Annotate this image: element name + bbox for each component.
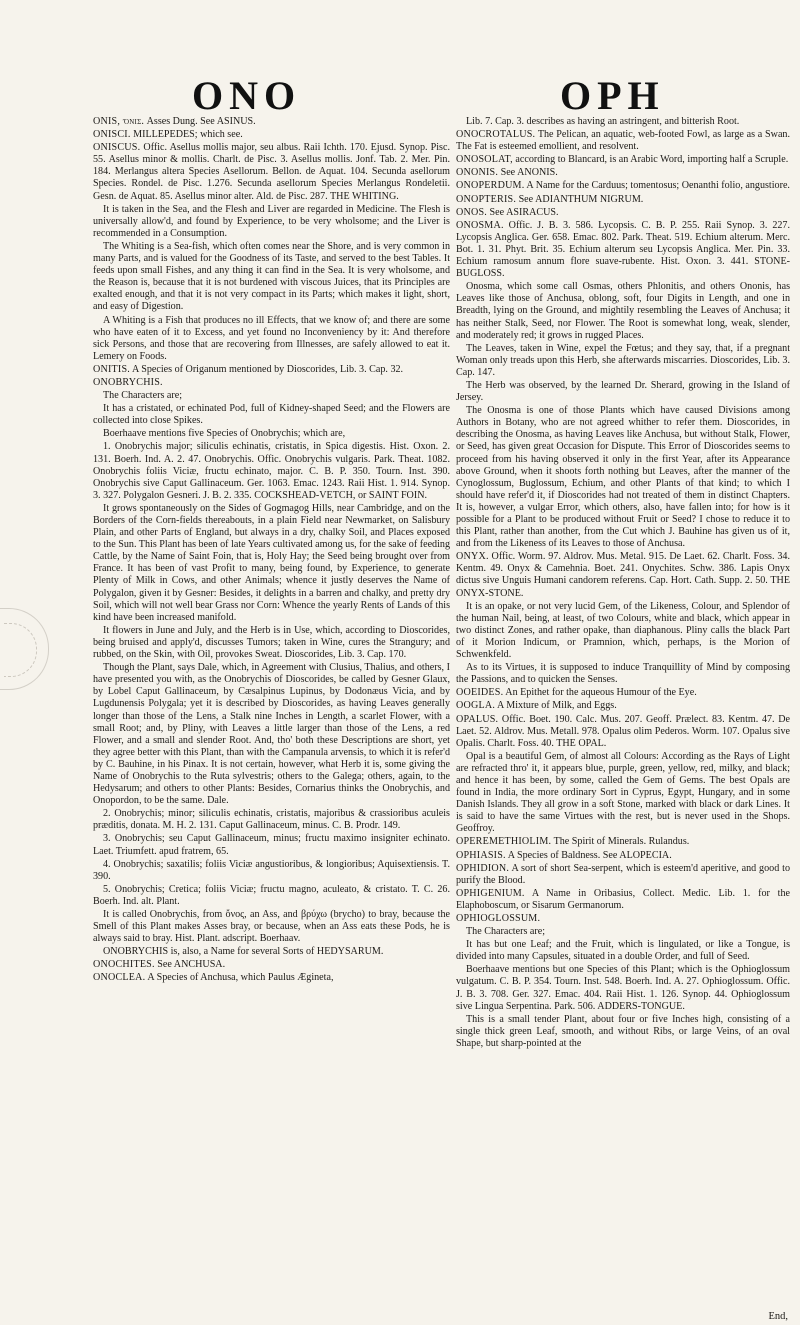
paragraph bbox=[93, 315, 450, 363]
entry-text: Offic. Asellus mollis major, seu albus. Raii Ichth. 170. Ejusd. Synop. Pisc. 55. Asellus minor & mollis. Charlt. de Pisc. 3. Asellus mollis. Jonf. Tab. 2. Mer. Pin. 184. Merlangus altera Species Asellorum. Bellon. de Aquat. 104. Secunda asellorum Species. Rondel. de Pisc. 1.276. Secunda asellorum Species Merlangus Rondeletii. Gesn. de Aquat. 85. Asellus minor alter. Ald. de Pisc. 287. THE WHITING. bbox=[93, 142, 450, 202]
headword: ONONIS. bbox=[456, 167, 499, 179]
entry-text: Offic. Worm. 97. Aldrov. Mus. Metal. 915. De Laet. 62. Charlt. Foss. 34. Kentm. 49. Onyx & Camehnia. Boet. 241. Onychites. Schw. 386. Lapis Onyx dictus sive Unguis Humani candorem referens. Cap. Hort. Cath. Supp. 2. 50. THE ONYX-STONE. bbox=[456, 551, 790, 599]
entry-text: See ANONIS. bbox=[498, 167, 558, 179]
paragraph bbox=[456, 926, 790, 938]
headword: ONOCLEA. bbox=[93, 972, 146, 984]
headword: OPEREMETHIOLIM. bbox=[456, 836, 552, 848]
entry-text: Offic. Boet. 190. Calc. Mus. 207. Geoff. Prælect. 83. Kentm. 47. De Laet. 52. Aldrov. Mus. Metall. 978. Opalus olim Pederos. Worm. 107. Opalus sive Opalis. Charlt. Foss. 40. THE OPAL. bbox=[456, 713, 790, 749]
headword: OPHIOGLOSSUM. bbox=[456, 913, 541, 924]
library-stamp bbox=[0, 608, 49, 690]
headword: OPHIASIS. bbox=[456, 849, 506, 861]
entry-text: See ASIRACUS. bbox=[487, 206, 559, 218]
entry-text: MILLEPEDES; which see. bbox=[130, 129, 243, 141]
paragraph bbox=[93, 241, 450, 314]
entry-text: The Spirit of Minerals. Rulandus. bbox=[551, 836, 690, 848]
catchword: End, bbox=[768, 1311, 788, 1322]
entry-text: Asses Dung. See ASINUS. bbox=[144, 116, 256, 127]
entry-text: An Epithet for the aqueous Humour of the Eye. bbox=[503, 687, 697, 699]
entry-text: See ADIANTHUM NIGRUM. bbox=[516, 193, 644, 205]
paragraph bbox=[456, 939, 790, 963]
running-head-left: ONO bbox=[192, 73, 302, 118]
text-column-right bbox=[456, 116, 790, 1051]
paragraph bbox=[456, 888, 790, 912]
headword: ONOPERDUM. bbox=[456, 180, 525, 192]
entry-text: The Whiting is a Sea-fish, which often comes near the Shore, and is very common in many Parts, and is valued for the Goodness of its Taste, and served to the best Tables. It feeds upon small Fishes, and any thing it can find in the Sea. It is very wholsome, and the Reason is, because that it is not burdened with viscous Juices, that its Principles are exalted enough, and that it is not very compact in its Parts; which makes it light, short, and easy of Digestion. bbox=[93, 240, 450, 313]
paragraph bbox=[93, 859, 450, 883]
entry-text: Onosma, which some call Osmas, others Phlonitis, and others Ononis, has Leaves like those of Anchusa, oblong, soft, four Digits in Length, and one in Breadth, lying on the Ground, and mightily resembling the Leaves of Anchusa; it has neither Stalk, Seed, nor Flower. The Root is somewhat long, weak, slender, and moderately red; it grows in rugged Places. bbox=[456, 281, 790, 341]
entry-text: A Species of Origanum mentioned by Dioscorides, Lib. 3. Cap. 32. bbox=[130, 363, 404, 375]
paragraph bbox=[93, 959, 450, 971]
paragraph bbox=[93, 972, 450, 984]
entry-text: It is taken in the Sea, and the Flesh and Liver are regarded in Medicine. The Flesh is universally allow'd, and found by Experience, to be very wholsome; and the Liver is recommended in a Consumption. bbox=[93, 203, 450, 239]
paragraph bbox=[456, 129, 790, 153]
running-head-right: OPH bbox=[560, 73, 665, 118]
headword: ONOPTERIS. bbox=[456, 193, 517, 205]
paragraph bbox=[456, 714, 790, 750]
paragraph bbox=[456, 1014, 790, 1050]
entry-text: A Mixture of Milk, and Eggs. bbox=[495, 700, 617, 712]
paragraph bbox=[93, 946, 450, 958]
entry-text: It has but one Leaf; and the Fruit, which is lingulated, or like a Tongue, is divided into many Capsules, situated in a double Order, and full of Seed. bbox=[456, 939, 790, 963]
entry-text: ONOBRYCHIS is, also, a Name for several Sorts of HEDYSARUM. bbox=[103, 946, 384, 958]
entry-text: A Whiting is a Fish that produces no ill Effects, that we know of; and there are some who have eaten of it to Excess, and yet found no Inconveniency by it: And therefore sick Persons, and those that are recovering from Illnesses, are safely allowed to eat it. Lemery on Foods. bbox=[93, 314, 450, 362]
entry-text: A Species of Anchusa, which Paulus Ægineta, bbox=[145, 972, 334, 984]
entry-text: The Onosma is one of those Plants which have caused Divisions among Authors in Botany, who are not agreed whither to refer them. Dioscorides, in describing the Onosma, as having Leaves like Anchusa, but without Stalk, Flower, or Seed, has given great Occasion for Dispute. This Error of Dioscorides seems to proceed from his having observed it only in the first Year, after its Appearance above Ground, when it shoots forth nothing but Leaves, after the manner of the Cynoglossum, Buglossum, Echium, and other Plants of that kind; to which I should have refer'd it, if Dioscorides had not treated of them in distinct Chapters. It is, however, a vulgar Error, which others, also, have fallen into; for how is it possible for a Plant to be produced without Fruit or Seed? I chose to reduce it to this Plant, rather than another, from the Cut which J. Bauhine has given us of it, and from the Likeness of its Leaves to those of Anchusa. bbox=[456, 405, 790, 550]
paragraph bbox=[456, 850, 790, 862]
paragraph bbox=[93, 441, 450, 501]
paragraph bbox=[456, 180, 790, 192]
paragraph bbox=[93, 129, 450, 141]
entry-text: according to Blancard, is an Arabic Word, importing half a Scruple. bbox=[512, 154, 789, 166]
headword: OOEIDES. bbox=[456, 687, 504, 699]
text-column-left bbox=[93, 116, 450, 986]
headword: ONISCI. bbox=[93, 129, 131, 141]
headword: ONYX. bbox=[456, 551, 489, 563]
paragraph bbox=[456, 662, 790, 686]
paragraph bbox=[456, 964, 790, 1012]
paragraph bbox=[456, 863, 790, 887]
paragraph bbox=[456, 116, 790, 128]
entry-text: It has a cristated, or echinated Pod, full of Kidney-shaped Seed; and the Flowers are collected into close Spikes. bbox=[93, 403, 450, 427]
paragraph bbox=[93, 377, 450, 389]
entry-text: 4. Onobrychis; saxatilis; foliis Viciæ angustioribus, & longioribus; Aquisextiensis. T. 390. bbox=[93, 858, 450, 882]
entry-text: It flowers in June and July, and the Herb is in Use, which, according to Dioscorides, being bruised and apply'd, discusses Tumors; taken in Wine, cures the Strangury; and rubbed, on the Skin, with Oil, provokes Sweat. Dioscorides, Lib. 3. Cap. 170. bbox=[93, 624, 450, 661]
paragraph bbox=[93, 390, 450, 402]
paragraph bbox=[93, 884, 450, 908]
paragraph bbox=[456, 913, 790, 925]
paragraph bbox=[93, 662, 450, 807]
entry-text: 3. Onobrychis; seu Caput Gallinaceum, minus; fructu maximo insigniter echinato. Laet. Triumfett. apud fratrem, 65. bbox=[93, 833, 450, 857]
entry-text: A Name in Oribasius, Collect. Medic. Lib. 1. for the Elaphoboscum, or Sisarum Germanorum. bbox=[456, 887, 790, 911]
paragraph bbox=[93, 428, 450, 440]
entry-text: As to its Virtues, it is supposed to induce Tranquillity of Mind by composing the Passions, and to quicken the Senses. bbox=[456, 662, 790, 686]
paragraph bbox=[456, 836, 790, 848]
paragraph bbox=[456, 551, 790, 599]
headword: OOGLA. bbox=[456, 700, 496, 712]
headword: ONOSOLAT, bbox=[456, 154, 513, 166]
entry-text: It is called Onobrychis, from ὄνος, an Ass, and βρύχω (brycho) to bray, because the Smell of this Plant makes Asses bray, or because, when an Ass eats these Pods, he is always said to bray. Hist. Plant. adscript. Boerhaav. bbox=[93, 909, 450, 945]
paragraph bbox=[456, 281, 790, 341]
entry-text: The Pelican, an aquatic, web-footed Fowl, as large as a Swan. The Fat is esteemed emollient, and resolvent. bbox=[456, 129, 790, 153]
headword: OPHIGENIUM. bbox=[456, 887, 525, 899]
headword: ONITIS. bbox=[93, 363, 131, 375]
paragraph bbox=[93, 403, 450, 427]
entry-text: A sort of short Sea-serpent, which is esteem'd aperitive, and good to purify the Blood. bbox=[456, 862, 790, 886]
paragraph bbox=[456, 601, 790, 661]
headword: ONOCROTALUS. bbox=[456, 129, 536, 141]
paragraph bbox=[93, 364, 450, 376]
entry-text: 5. Onobrychis; Cretica; foliis Viciæ; fructu magno, aculeato, & cristato. T. C. 26. Boerh. Ind. alt. Plant. bbox=[93, 883, 450, 907]
entry-text: It is an opake, or not very lucid Gem, of the Likeness, Colour, and Splendor of the human Nail, being, at least, of two Colours, white and black, which appear in two distinct Zones, and rather opake, than diaphanous. Pliny calls the black Part of it Morion Indicum, or Pramnion, which, perhaps, is the Morion of Schwenkfeld. bbox=[456, 600, 790, 661]
entry-text: A Name for the Carduus; tomentosus; Oenanthi folio, angustiore. bbox=[524, 180, 790, 192]
paragraph bbox=[456, 700, 790, 712]
headword: ONOSMA. bbox=[456, 219, 504, 231]
paragraph bbox=[456, 220, 790, 280]
entry-text: A Species of Baldness. See ALOPECIA. bbox=[505, 849, 672, 861]
entry-text: This is a small tender Plant, about four or five Inches high, consisting of a single thick green Leaf, smooth, and without Ribs, or large Veins, of an oval Shape, but sharp-pointed at the bbox=[456, 1013, 790, 1049]
headword: ONOCHITES. bbox=[93, 959, 155, 971]
entry-text: Though the Plant, says Dale, which, in Agreement with Clusius, Thalius, and others, I have presented you with, as the Onobrychis of Dioscorides, be called by Gesner Glaux, by Lobel Caput Gallinaceum, by Cæsalpinus Lupinus, by Dodonæus Vicia, and by Lugdunensis Polygala; yet it is described by Dioscorides, as having Leaves generally longer than those of the Lens, a Stalk nine Inches in Length, a scarlet Flower, with a small Root; and, by Pliny, with Leaves a little larger than those of the Lens, a red Flower, and a small and slender Root. And, tho' both these Descriptions are short, yet they agree better with this Plant, than with the Campanula arvensis, to which it is refer'd by C. Bauhine, in his Pinax. It is not certain, however, what Herb it is, some giving the Name of Onobrychis to the Ruta sylvestris; others to the Galega; others, again, to the Hedysarum; and others to other Plants: Besides, Cornarius thinks the Onobrychis, and Onopordon, to be the same. Dale. bbox=[93, 662, 450, 807]
headword: ONISCUS. bbox=[93, 142, 141, 154]
headword: OPHIDION. bbox=[456, 862, 510, 874]
entry-text: Lib. 7. Cap. 3. describes as having an astringent, and bitterish Root. bbox=[466, 116, 740, 127]
paragraph bbox=[456, 343, 790, 379]
headword: ONIS, ὄνις. bbox=[93, 116, 145, 127]
entry-text: The Characters are; bbox=[466, 926, 546, 938]
paragraph bbox=[456, 751, 790, 836]
entry-text: The Characters are; bbox=[103, 390, 183, 402]
paragraph bbox=[93, 503, 450, 624]
paragraph bbox=[456, 380, 790, 404]
entry-text: The Herb was observed, by the learned Dr. Sherard, growing in the Island of Jersey. bbox=[456, 379, 790, 404]
headword: OPALUS. bbox=[456, 713, 499, 725]
paragraph bbox=[93, 142, 450, 202]
paragraph bbox=[456, 687, 790, 699]
entry-text: Boerhaave mentions five Species of Onobrychis; which are, bbox=[103, 428, 346, 440]
paragraph bbox=[456, 167, 790, 179]
paragraph bbox=[456, 207, 790, 219]
paragraph bbox=[456, 194, 790, 206]
paragraph bbox=[93, 808, 450, 832]
entry-text: The Leaves, taken in Wine, expel the Fœtus; and they say, that, if a pregnant Woman only treads upon this Herb, she afterwards miscarries. Dioscorides, Lib. 3. Cap. 147. bbox=[456, 342, 790, 378]
paragraph bbox=[456, 405, 790, 550]
entry-text: Boerhaave mentions but one Species of this Plant; which is the Ophioglossum vulgatum. C. B. P. 354. Tourn. Inst. 548. Boerh. Ind. A. 27. Ophioglossum. Offic. J. B. 3. 708. Ger. 327. Emac. 404. Raii Hist. 1. 126. Synop. 44. Ophioglossum sive Lingua Serpentina. Park. 506. ADDERS-TONGUE. bbox=[456, 964, 790, 1012]
entry-text: Opal is a beautiful Gem, of almost all Colours: According as the Rays of Light are refracted thro' it, it appears blue, purple, green, yellow, red, milky, and black; and hence it has been, by some, called the Gem of Gems. The best Opals are found in India, the more ordinary Sort in Cyprus, Egypt, Hungary, and in some Danish Islands. They all grow in a soft Stone, marked with black or dark Lines. It is said to have the same Virtues with the rest, but is never used in the Shops. Geoffroy. bbox=[456, 750, 790, 835]
paragraph bbox=[456, 154, 790, 166]
entry-text: 1. Onobrychis major; siliculis echinatis, cristatis, in Spica digestis. Hist. Oxon. 2. 131. Boerh. Ind. A. 2. 47. Onobrychis. Offic. Onobrychis vulgaris. Park. Theat. 1082. Onobrychis foliis Viciæ, fructu echinato, major. C. B. P. 350. Tourn. Inst. 390. Onobrychis sive Caput Gallinaceum. Ger. 1063. Emac. 1243. Raii Hist. 1. 914. Synop. 3. 327. Polygalon Gesneri. J. B. 2. 335. COCKSHEAD-VETCH, or SAINT FOIN. bbox=[93, 441, 450, 501]
paragraph bbox=[93, 909, 450, 945]
entry-text: 2. Onobrychis; minor; siliculis echinatis, cristatis, majoribus & crassioribus aculeis præditis, donata. M. H. 2. 131. Caput Gallinaceum, minus. C. B. Prodr. 149. bbox=[93, 808, 450, 832]
paragraph bbox=[93, 625, 450, 661]
entry-text: See ANCHUSA. bbox=[154, 959, 226, 971]
entry-text: Offic. J. B. 3. 586. Lycopsis. C. B. P. 255. Raii Synop. 3. 227. Lycopsis Anglica. Ger. 658. Emac. 802. Park. Theat. 519. Echium alterum. Merc. Bot. 1. 31. Phyt. Brit. 35. Echium alterum seu Lycopsis Anglica. Mer. Pin. 33. Echium ramosum annum flore suave-rubente. Hist. Oxon. 3. 441. STONE-BUGLOSS. bbox=[456, 219, 790, 280]
headword: ONOS. bbox=[456, 206, 488, 218]
paragraph bbox=[93, 204, 450, 240]
paragraph bbox=[93, 116, 450, 128]
headword: ONOBRYCHIS. bbox=[93, 376, 163, 388]
entry-text: It grows spontaneously on the Sides of Gogmagog Hills, near Cambridge, and on the Borders of the Corn-fields thereabouts, in a plain Field near Newmarket, on Salisbury Plain, and other Parts of England, but always in a dry, chalky Soil, and Places exposed to the Sun. This Plant has been of late Years cultivated among us, for the sake of feeding Cattle, by the Name of Saint Foin, that is, Holy Hay; the Seed being brought over from France. It has been of vast Profit to many, being found, by Experience, to generate Plenty of Milk in Cows, and other Animals; whence it justly deserves the Name of Polygalon, given it by Gesner: Besides, it delights in a barren and chalky, and pretty dry Soil, which will not well bear Grass nor Corn: Whence the yearly Rents of Lands of this kind have been increased manifold. bbox=[93, 502, 450, 623]
paragraph bbox=[93, 833, 450, 857]
